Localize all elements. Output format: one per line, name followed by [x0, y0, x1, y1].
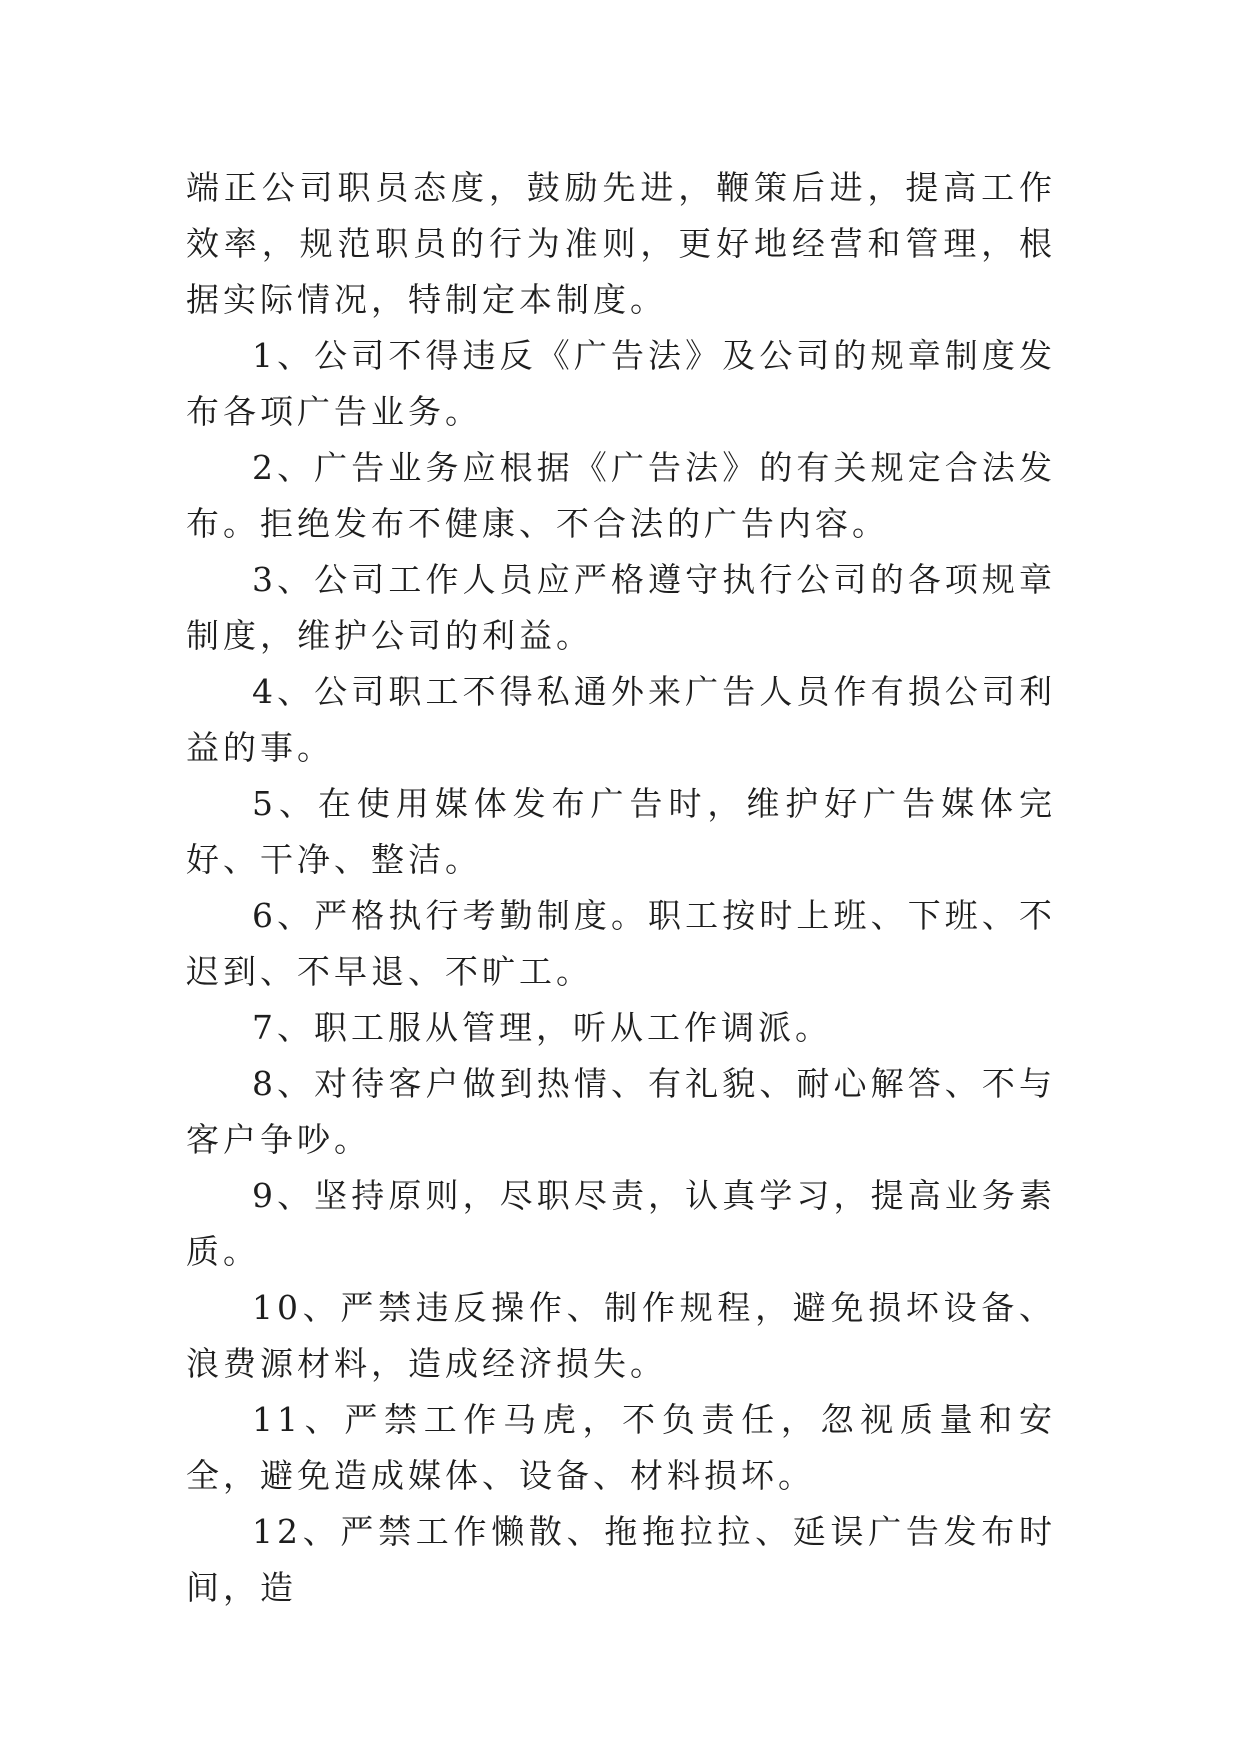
- rule-item-1: 1、公司不得违反《广告法》及公司的规章制度发布各项广告业务。: [186, 336, 1056, 431]
- rule-item-12: 12、严禁工作懒散、拖拖拉拉、延误广告发布时间，造: [186, 1512, 1056, 1607]
- rule-item-5: 5、在使用媒体发布广告时，维护好广告媒体完好、干净、整洁。: [186, 784, 1056, 879]
- intro-paragraph: 端正公司职员态度，鼓励先进，鞭策后进，提高工作效率，规范职员的行为准则，更好地经营和管理，根据实际情况，特制定本制度。: [186, 168, 1056, 319]
- rule-item-2: 2、广告业务应根据《广告法》的有关规定合法发布。拒绝发布不健康、不合法的广告内容。: [186, 448, 1056, 543]
- rule-item-6: 6、严格执行考勤制度。职工按时上班、下班、不迟到、不早退、不旷工。: [186, 896, 1056, 991]
- rule-item-8: 8、对待客户做到热情、有礼貌、耐心解答、不与客户争吵。: [186, 1064, 1056, 1159]
- rule-item-9: 9、坚持原则，尽职尽责，认真学习，提高业务素质。: [186, 1176, 1056, 1271]
- rule-item-11: 11、严禁工作马虎，不负责任，忽视质量和安全，避免造成媒体、设备、材料损坏。: [186, 1400, 1056, 1495]
- rule-item-3: 3、公司工作人员应严格遵守执行公司的各项规章制度，维护公司的利益。: [186, 560, 1056, 655]
- document-body: [186, 160, 1056, 1616]
- rule-item-7: 7、职工服从管理，听从工作调派。: [252, 1008, 832, 1047]
- rule-item-10: 10、严禁违反操作、制作规程，避免损坏设备、浪费源材料，造成经济损失。: [186, 1288, 1056, 1383]
- rule-item-4: 4、公司职工不得私通外来广告人员作有损公司利益的事。: [186, 672, 1056, 767]
